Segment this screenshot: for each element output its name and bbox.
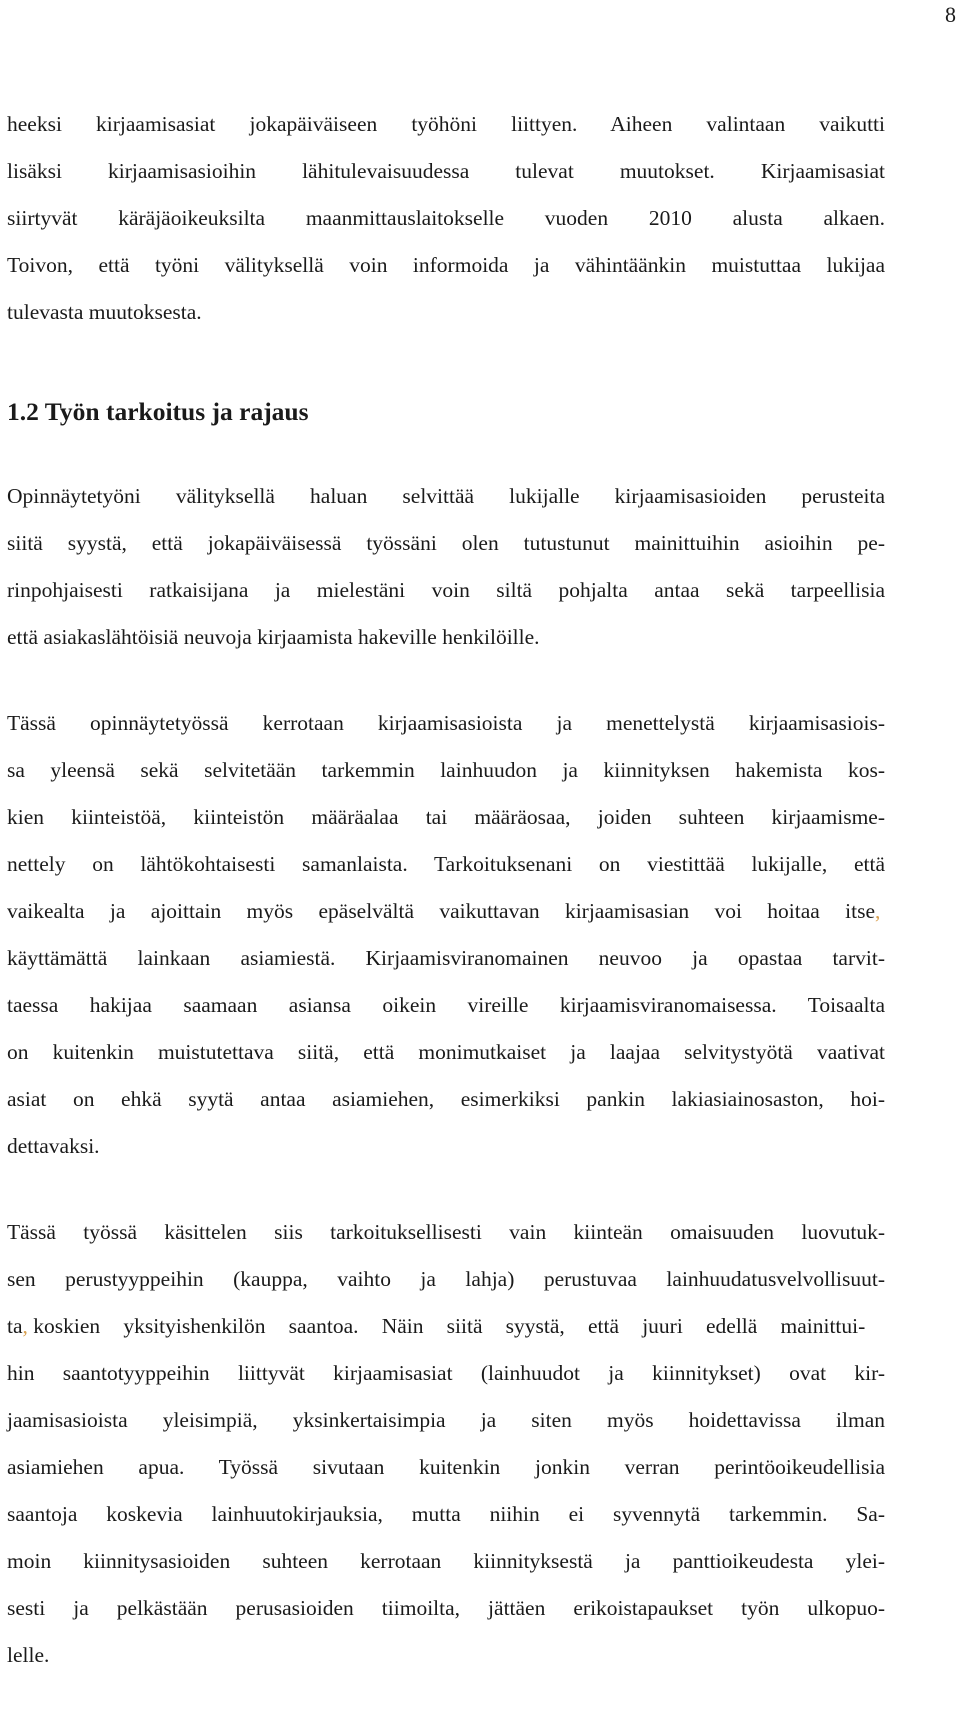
- paragraph-2-line: dettavaksi.: [7, 1134, 100, 1158]
- paragraph-3-line-text: koskien yksityishenkilön saantoa. Näin siitä syystä, että juuri edellä mainittui-: [33, 1314, 866, 1338]
- paragraph-2-line: Tässä opinnäytetyössä kerrotaan kirjaamisasioista ja menettelystä kirjaamisasiois-: [7, 711, 885, 735]
- page-number: 8: [945, 2, 956, 27]
- paragraph-2-line: asiat on ehkä syytä antaa asiamiehen, esimerkiksi pankin lakiasiainosaston, hoi-: [7, 1087, 885, 1111]
- paragraph-3-line: sesti ja pelkästään perusasioiden tiimoilta, jättäen erikoistapaukset työn ulkopuo-: [7, 1596, 885, 1620]
- paragraph-3-line: hin saantotyyppeihin liittyvät kirjaamisasiat (lainhuudot ja kiinnitykset) ovat kir-: [7, 1361, 885, 1385]
- paragraph-3-line: sen perustyyppeihin (kauppa, vaihto ja lahja) perustuvaa lainhuudatusvelvollisuut-: [7, 1267, 885, 1291]
- intro-line: lisäksi kirjaamisasioihin lähitulevaisuudessa tulevat muutokset. Kirjaamisasiat: [7, 159, 885, 183]
- paragraph-3-line-with-accent: [7, 1311, 885, 1341]
- paragraph-3-line-prefix: ta: [7, 1314, 23, 1338]
- paragraph-3-line: jaamisasioista yleisimpiä, yksinkertaisimpia ja siten myös hoidettavissa ilman: [7, 1408, 885, 1432]
- paragraph-1-line: Opinnäytetyöni välityksellä haluan selvittää lukijalle kirjaamisasioiden perusteita: [7, 484, 885, 508]
- intro-line: siirtyvät käräjäoikeuksilta maanmittauslaitokselle vuoden 2010 alusta alkaen.: [7, 206, 885, 230]
- intro-line: Toivon, että työni välityksellä voin informoida ja vähintäänkin muistuttaa lukijaa: [7, 253, 885, 277]
- paragraph-1-line: siitä syystä, että jokapäiväisessä työssäni olen tutustunut mainittuihin asioihin pe-: [7, 531, 885, 555]
- accent-comma: ,: [22, 1314, 28, 1338]
- paragraph-1-line: että asiakaslähtöisiä neuvoja kirjaamista hakeville henkilöille.: [7, 625, 540, 649]
- paragraph-2-line: on kuitenkin muistutettava siitä, että monimutkaiset ja laajaa selvitystyötä vaativat: [7, 1040, 885, 1064]
- paragraph-1-line: rinpohjaisesti ratkaisijana ja mielestäni voin siltä pohjalta antaa sekä tarpeellisia: [7, 578, 885, 602]
- paragraph-2-line: taessa hakijaa saamaan asiansa oikein vireille kirjaamisviranomaisessa. Toisaalta: [7, 993, 885, 1017]
- paragraph-3-line: lelle.: [7, 1643, 50, 1667]
- paragraph-2-line: kien kiinteistöä, kiinteistön määräalaa tai määräosaa, joiden suhteen kirjaamisme-: [7, 805, 885, 829]
- paragraph-3-line: asiamiehen apua. Työssä sivutaan kuitenkin jonkin verran perintöoikeudellisia: [7, 1455, 885, 1479]
- paragraph-2-line: sa yleensä sekä selvitetään tarkemmin lainhuudon ja kiinnityksen hakemista kos-: [7, 758, 885, 782]
- accent-comma: ,: [875, 899, 881, 923]
- paragraph-3-line: saantoja koskevia lainhuutokirjauksia, mutta niihin ei syvennytä tarkemmin. Sa-: [7, 1502, 885, 1526]
- paragraph-2-line-text: vaikealta ja ajoittain myös epäselvältä vaikuttavan kirjaamisasian voi hoitaa itse: [7, 899, 875, 923]
- paragraph-2-line: käyttämättä lainkaan asiamiestä. Kirjaamisviranomainen neuvoo ja opastaa tarvit-: [7, 946, 885, 970]
- intro-line: heeksi kirjaamisasiat jokapäiväiseen työhöni liittyen. Aiheen valintaan vaikutti: [7, 112, 885, 136]
- paragraph-3-line: moin kiinnitysasioiden suhteen kerrotaan kiinnityksestä ja panttioikeudesta ylei-: [7, 1549, 885, 1573]
- section-heading: 1.2 Työn tarkoitus ja rajaus: [7, 397, 309, 426]
- paragraph-2-line: nettely on lähtökohtaisesti samanlaista. Tarkoituksenani on viestittää lukijalle, että: [7, 852, 885, 876]
- paragraph-3-line: Tässä työssä käsittelen siis tarkoituksellisesti vain kiinteän omaisuuden luovutuk-: [7, 1220, 885, 1244]
- paragraph-2-line-with-accent: [7, 896, 885, 926]
- intro-line: tulevasta muutoksesta.: [7, 300, 202, 324]
